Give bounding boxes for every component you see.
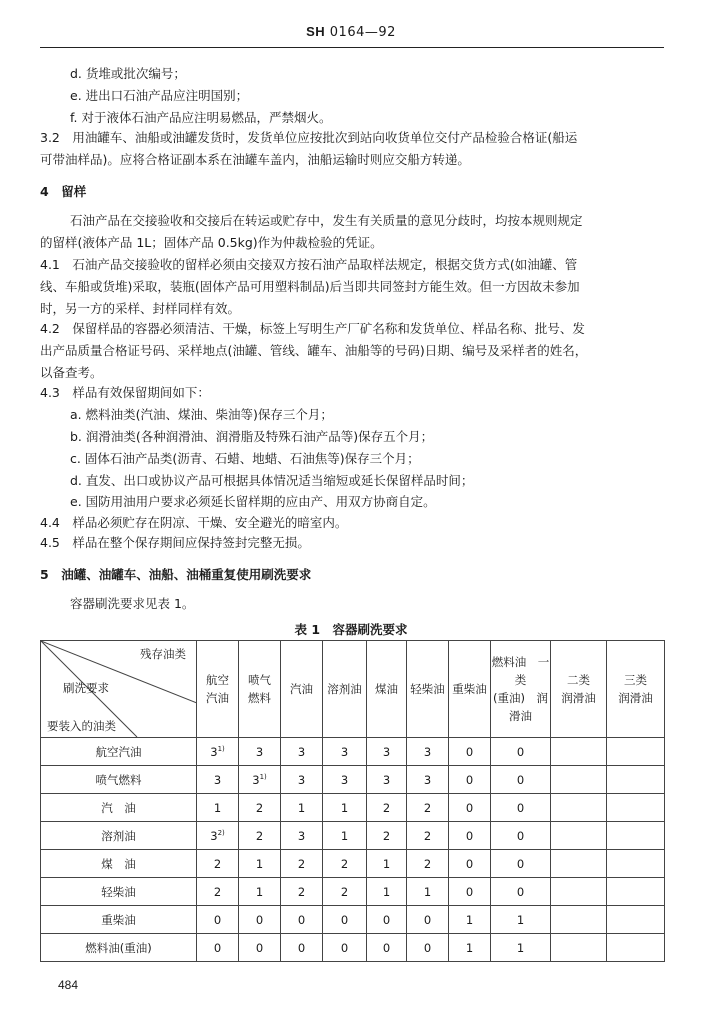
table-header-row [41,641,665,738]
table-cell [239,906,281,934]
cell-value: 2 [340,884,349,899]
cell-value: 2 [382,800,391,815]
row-label: 喷气燃料 [41,766,197,794]
cell-value: 2 [423,828,432,843]
table-row [41,738,665,766]
cell-value: 1 [297,800,306,815]
column-header-line: 三类 [624,673,647,687]
table-cell [367,822,407,850]
cell-value: 0 [255,912,264,927]
table-cell [407,906,449,934]
column-header-line: 轻柴油 [410,682,445,696]
table-cell [239,878,281,906]
column-header-line: 航空 [206,673,229,687]
table-cell [323,794,367,822]
table-cell [367,766,407,794]
running-header [40,24,662,40]
cleaning-requirements-table [40,640,665,962]
cell-value: 3 [213,772,222,787]
cell-value: 0 [516,772,525,787]
text-line: a. 燃料油类(汽油、煤油、柴油等)保存三个月； [70,407,333,422]
table-cell [407,738,449,766]
column-header-line: 溶剂油 [327,682,362,696]
column-header [491,641,551,738]
cell-value: 3 [255,744,264,759]
table-cell [449,934,491,962]
table-row [41,822,665,850]
column-header-line: 二类 [567,673,590,687]
text-line: e. 国防用油用户要求必须延长留样期的应由产、用双方协商自定。 [70,494,436,509]
table-cell [281,738,323,766]
table-cell [281,794,323,822]
text-line: 以备查考。 [40,365,103,380]
table-cell [407,822,449,850]
table-cell [367,934,407,962]
table-cell [281,766,323,794]
cell-value: 0 [465,856,474,871]
cell-value: 2 [213,884,222,899]
table-cell [491,878,551,906]
table-cell [491,794,551,822]
cell-value: 0 [382,912,391,927]
table-cell [491,766,551,794]
column-header [281,641,323,738]
text-line: f. 对于液体石油产品应注明易燃品，严禁烟火。 [70,110,332,125]
text-line: 4.1 石油产品交接验收的留样必须由交接双方按石油产品取样法规定，根据交货方式(如油罐、管 [40,257,578,272]
text-line: d. 货堆或批次编号； [70,66,186,81]
text-line: d. 直发、出口或协议产品可根据具体情况适当缩短或延长保留样品时间； [70,473,474,488]
table-cell [449,738,491,766]
row-label: 轻柴油 [41,878,197,906]
header-rule [40,47,664,48]
table-cell [407,766,449,794]
text-line: 容器刷洗要求见表 1。 [70,596,195,611]
text-line: 线、车船或货堆)采取，装瓶(固体产品可用塑料制品)后当即共同签封方能生效。但一方因故未参加 [40,279,580,294]
column-header-line: (重油) 润滑油 [493,691,548,723]
standard-code-number: 0164—92 [325,25,396,40]
cell-value: 0 [465,884,474,899]
cell-value: 1 [516,940,525,955]
table-cell [449,766,491,794]
cell-value: 3 [297,744,306,759]
table-cell [607,738,665,766]
table-cell [449,822,491,850]
cell-value: 0 [516,828,525,843]
table-caption: 表 1 容器刷洗要求 [294,622,408,637]
table-cell [551,822,607,850]
table-cell [607,850,665,878]
table-cell [367,878,407,906]
cell-value: 2 [382,828,391,843]
table-cell [239,794,281,822]
cell-value: 1 [255,856,264,871]
table-cell [449,850,491,878]
table-cell [607,766,665,794]
cell-value: 0 [516,744,525,759]
text-line: b. 润滑油类(各种润滑油、润滑脂及特殊石油产品等)保存五个月； [70,429,434,444]
table-cell [491,906,551,934]
corner-cleaning-label: 刷洗要求 [63,681,109,695]
table-body [41,738,665,962]
table-cell [323,822,367,850]
table-cell [407,794,449,822]
row-label: 溶剂油 [41,822,197,850]
column-header-line: 燃料油 一类 [491,655,550,687]
text-line: 4.2 保留样品的容器必须清洁、干燥，标签上写明生产厂矿名称和发货单位、样品名称、批号、发 [40,321,585,336]
cell-value: 0 [423,940,432,955]
cell-value: 3 [297,828,306,843]
table-cell [281,878,323,906]
cell-value: 2 [340,856,349,871]
cell-value: 1 [213,800,222,815]
cell-value: 0 [213,940,222,955]
table-cell [239,934,281,962]
table-cell [551,794,607,822]
cell-value: 1 [340,828,349,843]
cell-value: 0 [423,912,432,927]
section-heading: 4 留样 [40,184,87,199]
cell-value: 0 [516,800,525,815]
cell-value: 0 [297,940,306,955]
cell-value: 3 [297,772,306,787]
table-cell [491,850,551,878]
table-cell [281,822,323,850]
cell-value: 3 [252,772,260,787]
cell-value: 3 [382,772,391,787]
column-header-line: 汽油 [206,691,229,705]
table-row [41,906,665,934]
column-header-line: 喷气 [248,673,271,687]
column-header [323,641,367,738]
column-header [197,641,239,738]
cell-value: 2 [297,884,306,899]
cell-value: 2 [255,828,264,843]
text-line: c. 固体石油产品类(沥青、石蜡、地蜡、石油焦等)保存三个月； [70,451,420,466]
table-cell [491,738,551,766]
text-line: 石油产品在交接验收和交接后在转运或贮存中，发生有关质量的意见分歧时，均按本规则规定 [70,213,583,228]
column-header-line: 润滑油 [618,691,653,705]
cell-value: 2 [213,856,222,871]
cell-value: 3 [340,772,349,787]
section-heading: 5 油罐、油罐车、油船、油桶重复使用刷洗要求 [40,567,312,582]
text-line: 4.3 样品有效保留期间如下： [40,385,210,400]
table-cell [323,738,367,766]
table-cell [607,906,665,934]
cell-value: 3 [340,744,349,759]
row-label: 航空汽油 [41,738,197,766]
cell-value: 1 [516,912,525,927]
text-line: 3.2 用油罐车、油船或油罐发货时，发货单位应按批次到站向收货单位交付产品检验合格证(船运 [40,130,578,145]
table-row [41,794,665,822]
cell-value: 3 [423,744,432,759]
cell-value: 0 [213,912,222,927]
table-cell [607,934,665,962]
table-cell [551,906,607,934]
cell-value: 0 [465,828,474,843]
table-cell [197,794,239,822]
cell-value: 1 [255,884,264,899]
table-cell [197,878,239,906]
table-cell [607,822,665,850]
column-header-line: 润滑油 [561,691,596,705]
column-header-line: 燃料 [248,691,271,705]
row-label: 汽 油 [41,794,197,822]
table-cell [551,766,607,794]
table-cell [197,766,239,794]
table-cell [367,738,407,766]
table-cell [449,794,491,822]
cell-value: 2 [423,856,432,871]
column-header [367,641,407,738]
table-cell [407,934,449,962]
table-cell [407,850,449,878]
cell-value: 0 [516,856,525,871]
table-corner-cell [41,641,197,738]
cell-footnote-ref: 1) [259,772,267,781]
table-cell [551,738,607,766]
table-row [41,766,665,794]
corner-target-oil-label: 要装入的油类 [47,719,116,733]
table-cell [607,794,665,822]
table-cell [323,878,367,906]
page-number: 484 [58,978,79,992]
cell-value: 1 [382,856,391,871]
table-cell [367,794,407,822]
cell-value: 0 [255,940,264,955]
cell-value: 0 [516,884,525,899]
table-row [41,934,665,962]
table-cell [323,934,367,962]
cell-value: 0 [340,940,349,955]
row-label: 燃料油(重油) [41,934,197,962]
column-header [607,641,665,738]
table-cell [367,850,407,878]
table-cell [239,766,281,794]
table-cell [197,738,239,766]
table-cell [281,850,323,878]
table-cell [281,906,323,934]
cell-value: 0 [465,800,474,815]
text-line: 可带油样品)。应将合格证副本系在油罐车盖内，油船运输时则应交船方转递。 [40,152,470,167]
row-label: 重柴油 [41,906,197,934]
cell-value: 2 [255,800,264,815]
standard-code-prefix: SH [306,24,326,39]
table-cell [449,906,491,934]
table-cell [323,766,367,794]
table-cell [323,906,367,934]
cell-value: 1 [382,884,391,899]
cell-value: 1 [465,912,474,927]
text-line: 的留样(液体产品 1L；固体产品 0.5kg)作为仲裁检验的凭证。 [40,235,383,250]
table-cell [197,934,239,962]
corner-residual-oil-label: 残存油类 [140,647,186,661]
text-line: e. 进出口石油产品应注明国别； [70,88,249,103]
cell-value: 3 [382,744,391,759]
table-cell [239,738,281,766]
text-line: 时，另一方的采样、封样同样有效。 [40,301,241,316]
table-cell [551,850,607,878]
table-cell [197,822,239,850]
cell-value: 2 [297,856,306,871]
table-cell [281,934,323,962]
table-cell [551,934,607,962]
cell-value: 0 [465,744,474,759]
cell-footnote-ref: 1) [217,744,225,753]
table-cell [239,822,281,850]
cell-value: 1 [340,800,349,815]
text-line: 4.4 样品必须贮存在阴凉、干燥、安全避光的暗室内。 [40,515,348,530]
cell-value: 3 [210,744,218,759]
column-header-line: 煤油 [375,682,398,696]
cell-value: 1 [423,884,432,899]
table-cell [239,850,281,878]
table-cell [607,878,665,906]
cell-value: 0 [382,940,391,955]
cell-value: 0 [340,912,349,927]
table-cell [449,878,491,906]
cell-value: 1 [465,940,474,955]
table-cell [407,878,449,906]
column-header [239,641,281,738]
column-header-line: 汽油 [290,682,313,696]
text-line: 出产品质量合格证号码、采样地点(油罐、管线、罐车、油船等的号码)日期、编号及采样者的姓名， [40,343,588,358]
cell-value: 0 [297,912,306,927]
table-cell [551,878,607,906]
column-header [551,641,607,738]
table-cell [491,934,551,962]
cell-value: 3 [210,828,218,843]
cell-value: 0 [465,772,474,787]
cell-footnote-ref: 2) [217,828,225,837]
column-header [449,641,491,738]
table-row [41,878,665,906]
table-cell [367,906,407,934]
table-row [41,850,665,878]
column-header [407,641,449,738]
table-cell [491,822,551,850]
table-cell [197,906,239,934]
cell-value: 2 [423,800,432,815]
table-cell [323,850,367,878]
column-header-line: 重柴油 [452,682,487,696]
row-label: 煤 油 [41,850,197,878]
text-line: 4.5 样品在整个保存期间应保持签封完整无损。 [40,535,310,550]
cell-value: 3 [423,772,432,787]
table-cell [197,850,239,878]
